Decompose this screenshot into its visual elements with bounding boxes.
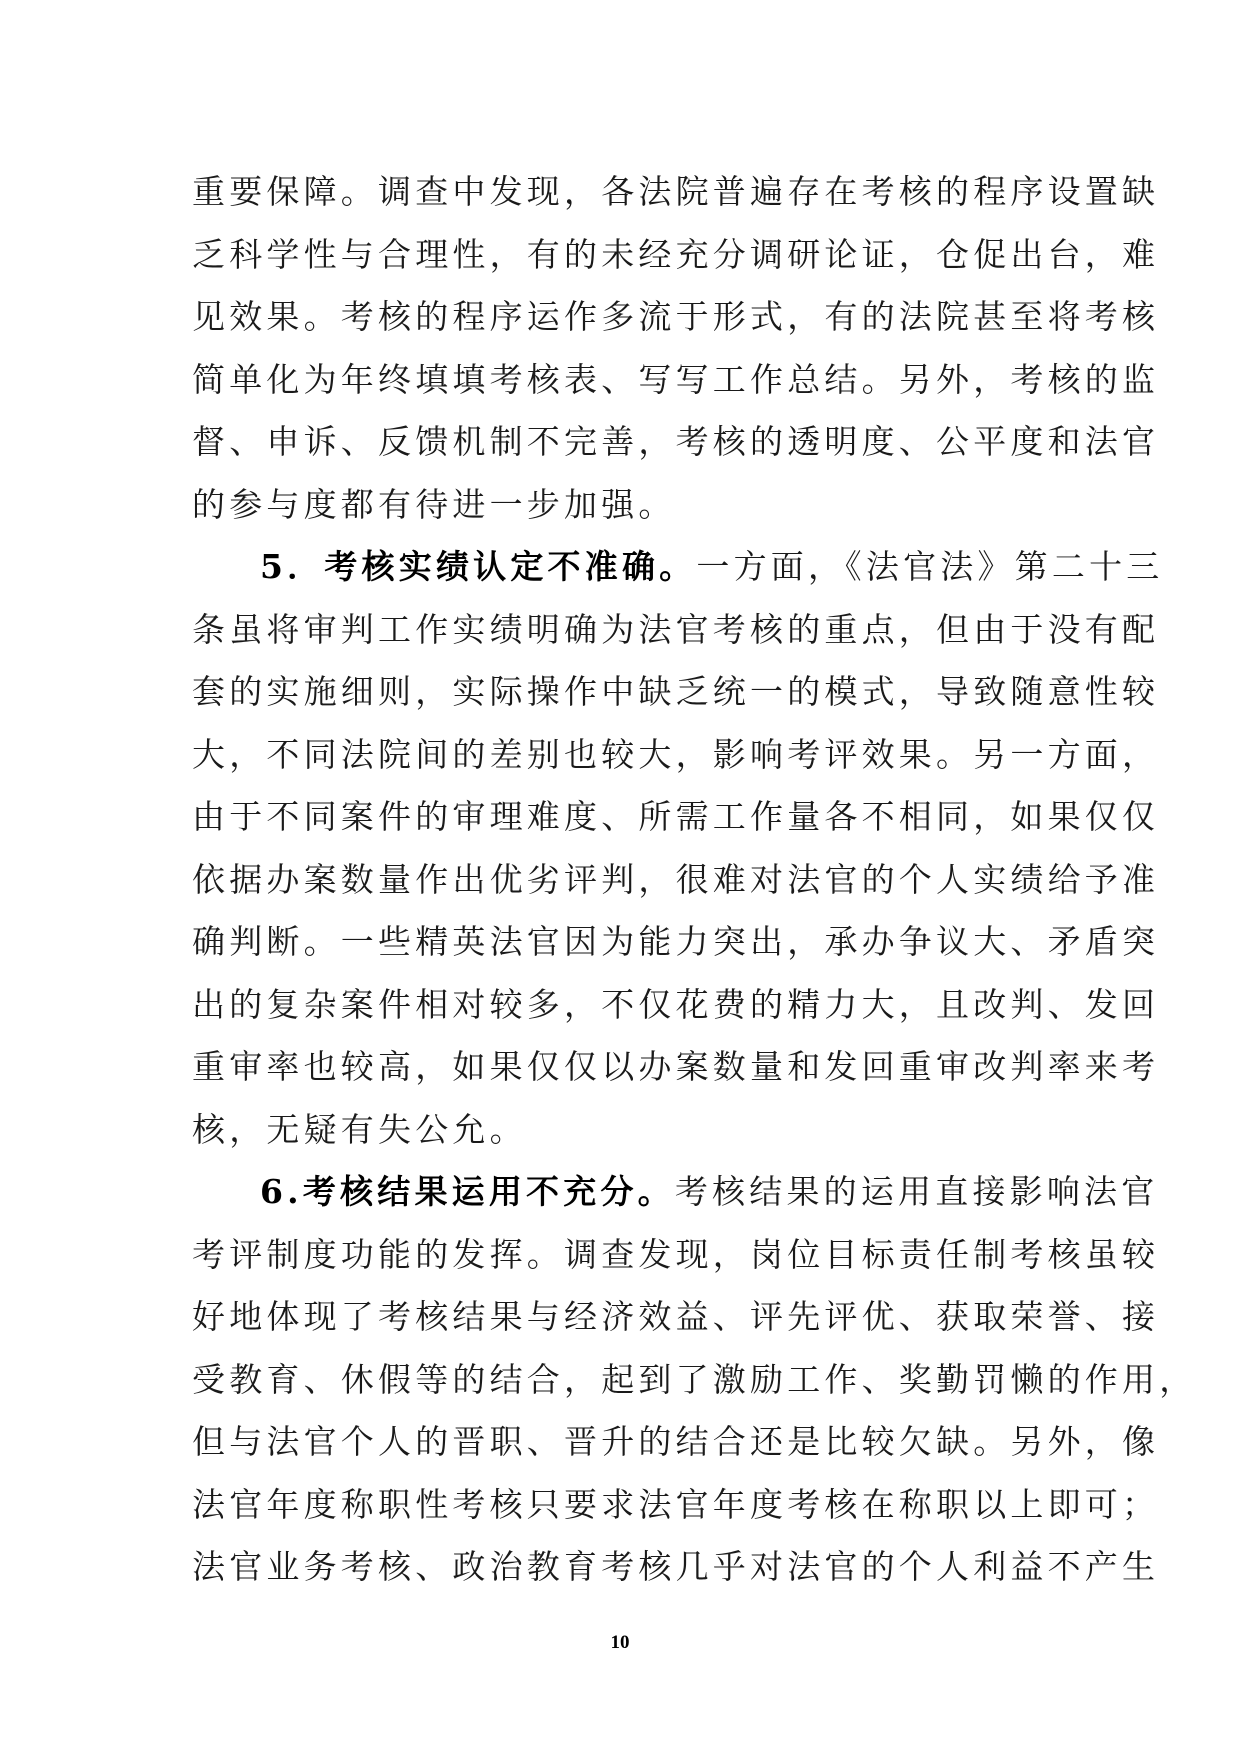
- text-line: 套的实施细则，实际操作中缺乏统一的模式，导致随意性较: [192, 672, 1160, 711]
- text-fragment: 考核结果的运用直接影响法官: [674, 1172, 1159, 1211]
- text-line: 重审率也较高，如果仅仅以办案数量和发回重审改判率来考: [192, 1047, 1160, 1086]
- text-line: 重要保障。调查中发现，各法院普遍存在考核的程序设置缺: [192, 172, 1160, 211]
- text-line: 核，无疑有失公允。: [192, 1109, 527, 1149]
- text-line: [192, 1161, 1159, 1224]
- text-line: 法官年度称职性考核只要求法官年度考核在称职以上即可；: [192, 1484, 1160, 1524]
- paragraph-procedure: [192, 161, 1160, 536]
- paragraph-performance: [192, 536, 1164, 1161]
- text-line: 的参与度都有待进一步加强。: [192, 484, 676, 524]
- text-line: 大，不同法院间的差别也较大，影响考评效果。另一方面，: [192, 734, 1160, 774]
- text-line: 考评制度功能的发挥。调查发现，岗位目标责任制考核虽较: [192, 1234, 1160, 1274]
- text-line: 条虽将审判工作实绩明确为法官考核的重点，但由于没有配: [192, 609, 1160, 649]
- text-line: 出的复杂案件相对较多，不仅花费的精力大，且改判、发回: [192, 984, 1160, 1024]
- section-heading-5: 5．考核实绩认定不准确。: [260, 547, 697, 586]
- text-line: 法官业务考核、政治教育考核几乎对法官的个人利益不产生: [192, 1547, 1160, 1586]
- text-line: 乏科学性与合理性，有的未经充分调研论证，仓促出台，难: [192, 234, 1160, 274]
- page-number: 10: [610, 1632, 630, 1653]
- text-line: 督、申诉、反馈机制不完善，考核的透明度、公平度和法官: [192, 422, 1160, 461]
- text-line: 受教育、休假等的结合，起到了激励工作、奖勤罚懒的作用，: [192, 1359, 1197, 1399]
- text-line: 但与法官个人的晋职、晋升的结合还是比较欠缺。另外，像: [192, 1422, 1160, 1461]
- text-line: 见效果。考核的程序运作多流于形式，有的法院甚至将考核: [192, 297, 1160, 336]
- text-line: 好地体现了考核结果与经济效益、评先评优、获取荣誉、接: [192, 1297, 1160, 1336]
- body-text: [192, 161, 1197, 1599]
- text-line: 确判断。一些精英法官因为能力突出，承办争议大、矛盾突: [192, 922, 1160, 961]
- text-line: 简单化为年终填填考核表、写写工作总结。另外，考核的监: [192, 359, 1160, 399]
- text-line: [192, 536, 1164, 599]
- text-line: 由于不同案件的审理难度、所需工作量各不相同，如果仅仅: [192, 797, 1160, 836]
- section-heading-6: 6.考核结果运用不充分。: [260, 1172, 675, 1211]
- paragraph-results: [192, 1161, 1197, 1599]
- text-fragment: 一方面，《法官法》第二十三: [696, 547, 1164, 586]
- text-line: 依据办案数量作出优劣评判，很难对法官的个人实绩给予准: [192, 859, 1160, 899]
